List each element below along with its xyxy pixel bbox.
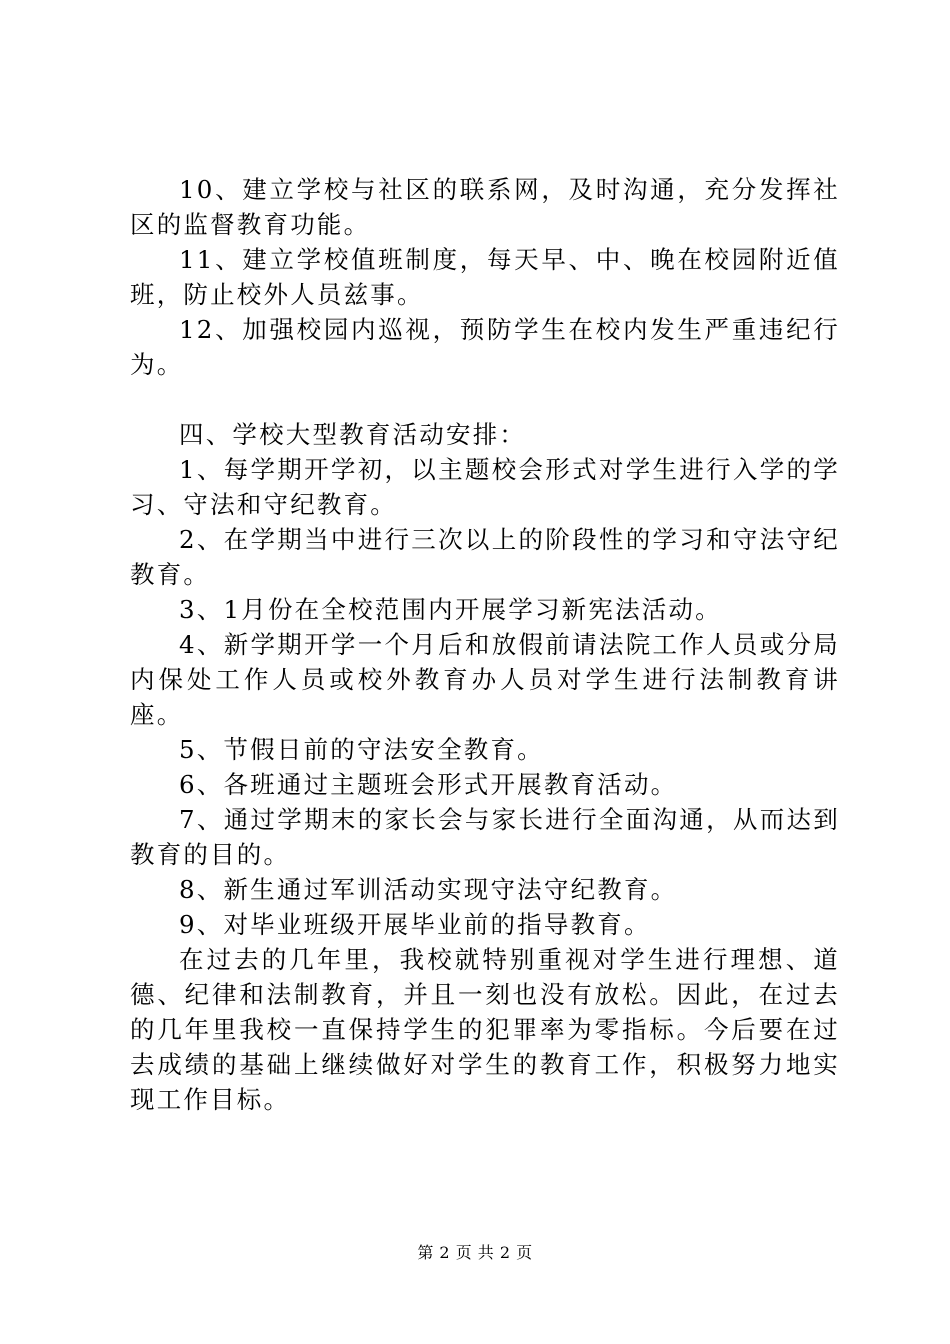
page-footer: 第 2 页 共 2 页 xyxy=(417,1243,533,1262)
activity-item-4: 4、新学期开学一个月后和放假前请法院工作人员或分局内保处工作人员或校外教育办人员对学生进行法制教育讲座。 xyxy=(130,630,840,729)
activity-item-9: 9、对毕业班级开展毕业前的指导教育。 xyxy=(179,910,651,939)
activity-item-3: 3、1月份在全校范围内开展学习新宪法活动。 xyxy=(179,595,722,624)
paragraph-item-10: 10、建立学校与社区的联系网，及时沟通，充分发挥社区的监督教育功能。 xyxy=(130,175,840,239)
activity-item-7: 7、通过学期末的家长会与家长进行全面沟通，从而达到教育的目的。 xyxy=(130,805,840,869)
closing-paragraph: 在过去的几年里，我校就特别重视对学生进行理想、道德、纪律和法制教育，并且一刻也没有放松。因此，在过去的几年里我校一直保持学生的犯罪率为零指标。今后要在过去成绩的基础上继续做好对学生的教育工作，积极努力地实现工作目标。 xyxy=(130,945,840,1114)
document-body xyxy=(130,172,840,1117)
paragraph-item-11: 11、建立学校值班制度，每天早、中、晚在校园附近值班，防止校外人员兹事。 xyxy=(130,245,840,309)
activity-item-2: 2、在学期当中进行三次以上的阶段性的学习和守法守纪教育。 xyxy=(130,525,840,589)
activity-item-5: 5、节假日前的守法安全教育。 xyxy=(179,735,544,764)
activity-item-6: 6、各班通过主题班会形式开展教育活动。 xyxy=(179,770,678,799)
activity-item-1: 1、每学期开学初，以主题校会形式对学生进行入学的学习、守法和守纪教育。 xyxy=(130,455,840,519)
paragraph-item-12: 12、加强校园内巡视，预防学生在校内发生严重违纪行为。 xyxy=(130,315,840,379)
section-heading: 四、学校大型教育活动安排： xyxy=(179,420,527,449)
activity-item-8: 8、新生通过军训活动实现守法守纪教育。 xyxy=(179,875,678,904)
